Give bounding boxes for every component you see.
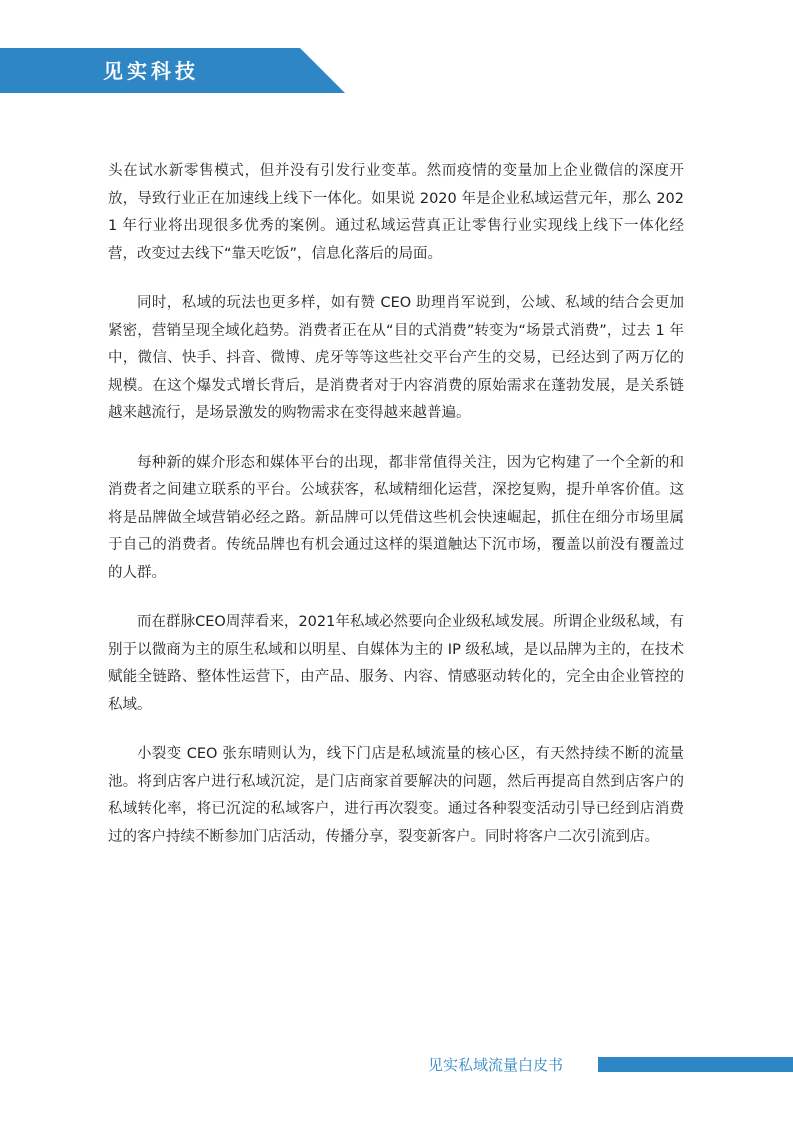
paragraph-5: 小裂变 CEO 张东晴则认为，线下门店是私域流量的核心区，有天然持续不断的流量池。将到店客户进行私域沉淀，是门店商家首要解决的问题，然后再提高自然到店客户的私域转化率，将已沉淀的私域客户，进行再次裂变。通过各种裂变活动引导已经到店消费过的客户持续不断参加门店活动，传播分享，裂变新客户。同时将客户二次引流到店。 (108, 746, 684, 845)
footer-title: 见实私域流量白皮书 (428, 1056, 564, 1074)
header-title: 见实科技 (103, 59, 199, 83)
article-body (108, 158, 684, 873)
paragraph-3: 每种新的媒介形态和媒体平台的出现，都非常值得关注，因为它构建了一个全新的和消费者之间建立联系的平台。公域获客，私域精细化运营，深挖复购，提升单客价值。这将是品牌做全域营销必经之路。新品牌可以凭借这些机会快速崛起，抓住在细分市场里属于自己的消费者。传统品牌也有机会通过这样的渠道触达下沉市场，覆盖以前没有覆盖过的人群。 (108, 454, 684, 581)
paragraph-1: 头在试水新零售模式，但并没有引发行业变革。然而疫情的变量加上企业微信的深度开放，导致行业正在加速线上线下一体化。如果说 2020 年是企业私域运营元年，那么 2021 年行业将出现很多优秀的案例。通过私域运营真正让零售行业实现线上线下一体化经营，改变过去线下“靠天吃饭”，信息化落后的局面。 (108, 163, 684, 262)
paragraph-2: 同时，私域的玩法也更多样，如有赞 CEO 助理肖军说到，公域、私域的结合会更加紧密，营销呈现全域化趋势。消费者正在从“目的式消费”转变为“场景式消费”，过去 1 年中，微信、快手、抖音、微博、虎牙等等这些社交平台产生的交易，已经达到了两万亿的规模。在这个爆发式增长背后，是消费者对于内容消费的原始需求在蓬勃发展，是关系链越来越流行，是场景激发的购物需求在变得越来越普遍。 (108, 295, 684, 421)
footer-bar (598, 1057, 793, 1072)
paragraph-4: 而在群脉CEO周萍看来，2021年私域必然要向企业级私域发展。所谓企业级私域，有别于以微商为主的原生私域和以明星、自媒体为主的 IP 级私域，是以品牌为主的，在技术赋能全链路、整体性运营下，由产品、服务、内容、情感驱动转化的，完全由企业管控的私域。 (108, 614, 684, 713)
